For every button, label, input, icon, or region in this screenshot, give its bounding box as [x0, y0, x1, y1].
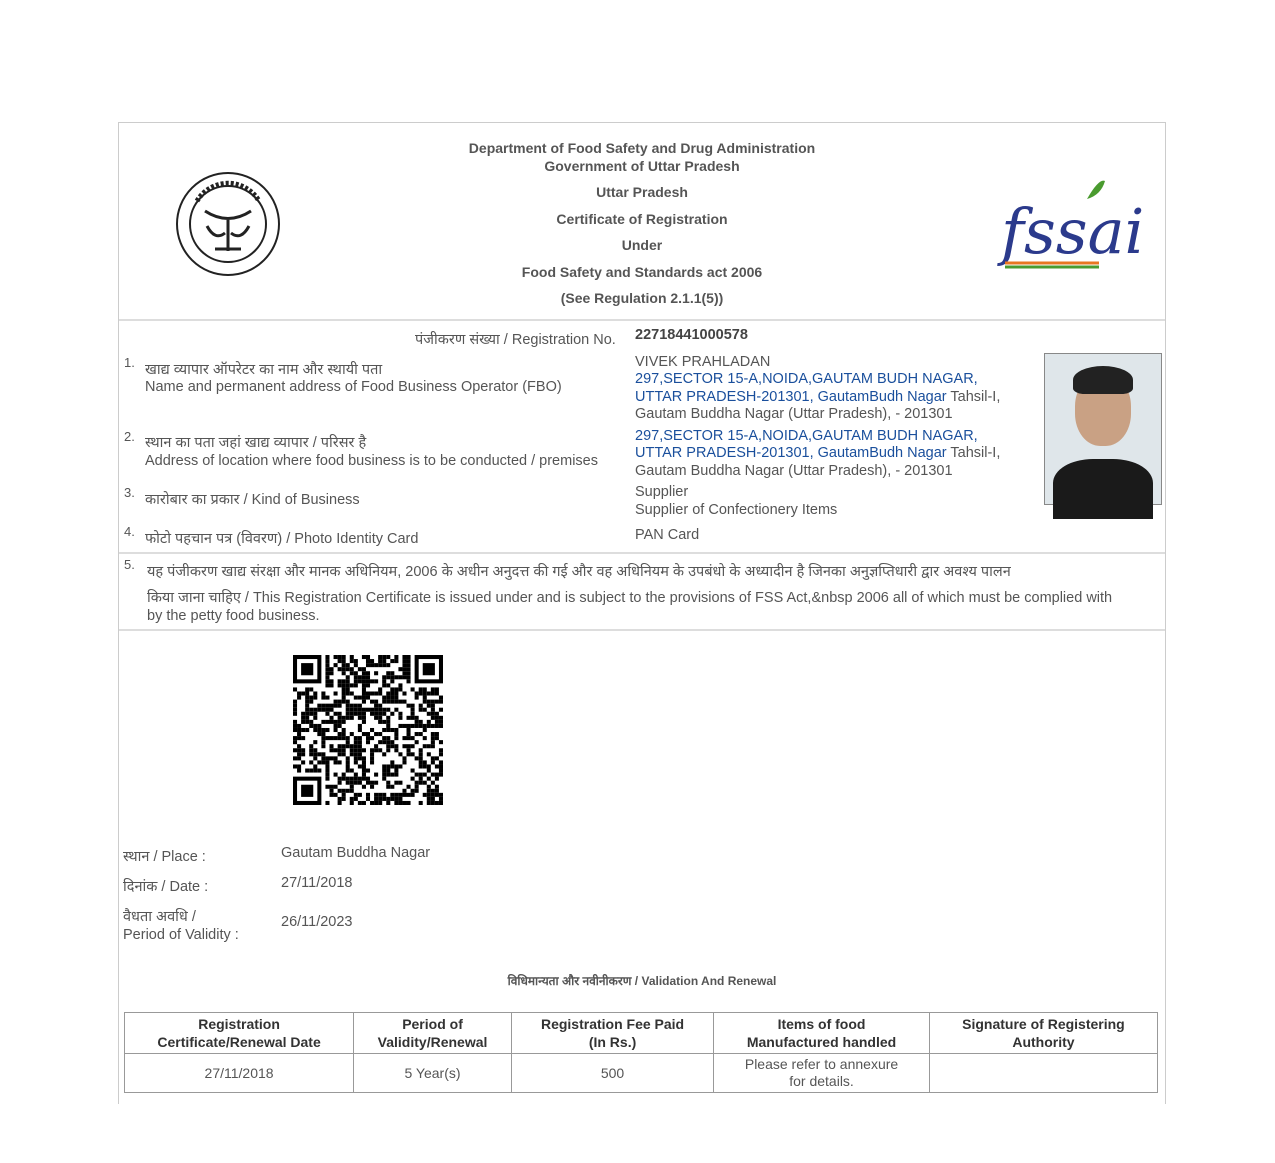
fbo-address-line2	[635, 389, 1000, 405]
cell-date: 27/11/2018	[125, 1054, 354, 1093]
cell-items: Please refer to annexure for details.	[714, 1054, 930, 1093]
premises-label-hindi: स्थान का पता जहां खाद्य व्यापार / परिसर है	[145, 435, 367, 451]
certificate	[118, 122, 1166, 1104]
registration-label: पंजीकरण संख्या / Registration No.	[415, 332, 616, 348]
col-items: Items of food Manufactured handled	[714, 1013, 930, 1054]
fbo-address-line3: Gautam Buddha Nagar (Uttar Pradesh), - 201301	[635, 406, 953, 422]
place-value: Gautam Buddha Nagar	[281, 845, 431, 861]
fbo-tahsil: Tahsil-I,	[946, 389, 1001, 405]
table-header-row	[125, 1013, 1158, 1054]
act-title: Food Safety and Standards act 2006	[521, 264, 763, 280]
declaration-line2: किया जाना चाहिए / This Registration Certificate is issued under and is subject to the provisions of FSS Act,&nbsp 2006 all of which must be complied with	[147, 590, 1113, 606]
validity-label: Period of Validity :	[123, 927, 239, 943]
premises-label: Address of location where food business is to be conducted / premises	[145, 453, 598, 469]
business-kind: Supplier	[635, 484, 689, 500]
declaration-line3: by the petty food business.	[147, 608, 320, 624]
svg-text:fssai: fssai	[1001, 195, 1145, 268]
item-number: 5.	[124, 557, 135, 572]
renewal-table	[124, 1012, 1158, 1093]
item-number: 1.	[124, 355, 135, 370]
item-number: 3.	[124, 485, 135, 500]
fbo-label-hindi: खाद्य व्यापार ऑपरेटर का नाम और स्थायी पता	[145, 362, 383, 378]
premises-tahsil: Tahsil-I,	[946, 445, 1001, 461]
fbo-label: Name and permanent address of Food Business Operator (FBO)	[145, 379, 562, 395]
divider	[119, 629, 1165, 631]
place-label: स्थान / Place :	[123, 849, 206, 865]
col-validity: Period of Validity/Renewal	[354, 1013, 512, 1054]
table-row	[125, 1054, 1158, 1093]
fbo-photo	[1044, 353, 1162, 505]
date-value: 27/11/2018	[281, 875, 353, 891]
premises-address-line1: 297,SECTOR 15-A,NOIDA,GAUTAM BUDH NAGAR,	[635, 428, 978, 444]
state-title: Uttar Pradesh	[596, 184, 688, 200]
premises-address-link: UTTAR PRADESH-201301, GautamBudh Nagar	[635, 445, 947, 461]
qr-code	[293, 655, 443, 805]
business-kind-label: कारोबार का प्रकार / Kind of Business	[145, 492, 360, 508]
col-fee: Registration Fee Paid (In Rs.)	[511, 1013, 713, 1054]
item-number: 2.	[124, 429, 135, 444]
fbo-address-line1: 297,SECTOR 15-A,NOIDA,GAUTAM BUDH NAGAR,	[635, 371, 978, 387]
fbo-address-link: UTTAR PRADESH-201301, GautamBudh Nagar	[635, 389, 947, 405]
declaration-line1: यह पंजीकरण खाद्य संरक्षा और मानक अधिनियम, 2006 के अधीन अनुदत्त की गई और वह अधिनियम के उपबंधो के अध्यादीन है जिनका अनुज्ञप्तिधारी द्वार अवश्य पालन	[147, 564, 1011, 580]
cell-fee: 500	[511, 1054, 713, 1093]
photo-id-value: PAN Card	[635, 527, 700, 543]
renewal-title: विधिमान्यता और नवीनीकरण / Validation And Renewal	[507, 974, 777, 988]
cell-signature	[929, 1054, 1157, 1093]
under-text: Under	[621, 237, 663, 253]
govt-title: Government of Uttar Pradesh	[544, 158, 740, 174]
certificate-title: Certificate of Registration	[556, 211, 728, 227]
dept-title: Department of Food Safety and Drug Administration	[468, 140, 816, 156]
divider	[119, 552, 1165, 554]
cell-validity: 5 Year(s)	[354, 1054, 512, 1093]
date-label: दिनांक / Date :	[123, 879, 209, 895]
regulation-text: (See Regulation 2.1.1(5))	[560, 290, 724, 306]
business-detail: Supplier of Confectionery Items	[635, 502, 838, 518]
premises-address-line3: Gautam Buddha Nagar (Uttar Pradesh), - 201301	[635, 463, 953, 479]
col-date: Registration Certificate/Renewal Date	[125, 1013, 354, 1054]
registration-number: 22718441000578	[635, 327, 748, 343]
premises-address-line2	[635, 445, 1000, 461]
validity-label-hindi: वैधता अवधि /	[123, 909, 196, 925]
divider	[119, 319, 1165, 321]
fbo-name: VIVEK PRAHLADAN	[635, 354, 771, 370]
photo-id-label: फोटो पहचान पत्र (विवरण) / Photo Identity Card	[145, 531, 419, 547]
item-number: 4.	[124, 524, 135, 539]
validity-value: 26/11/2023	[281, 914, 353, 930]
col-signature: Signature of Registering Authority	[929, 1013, 1157, 1054]
